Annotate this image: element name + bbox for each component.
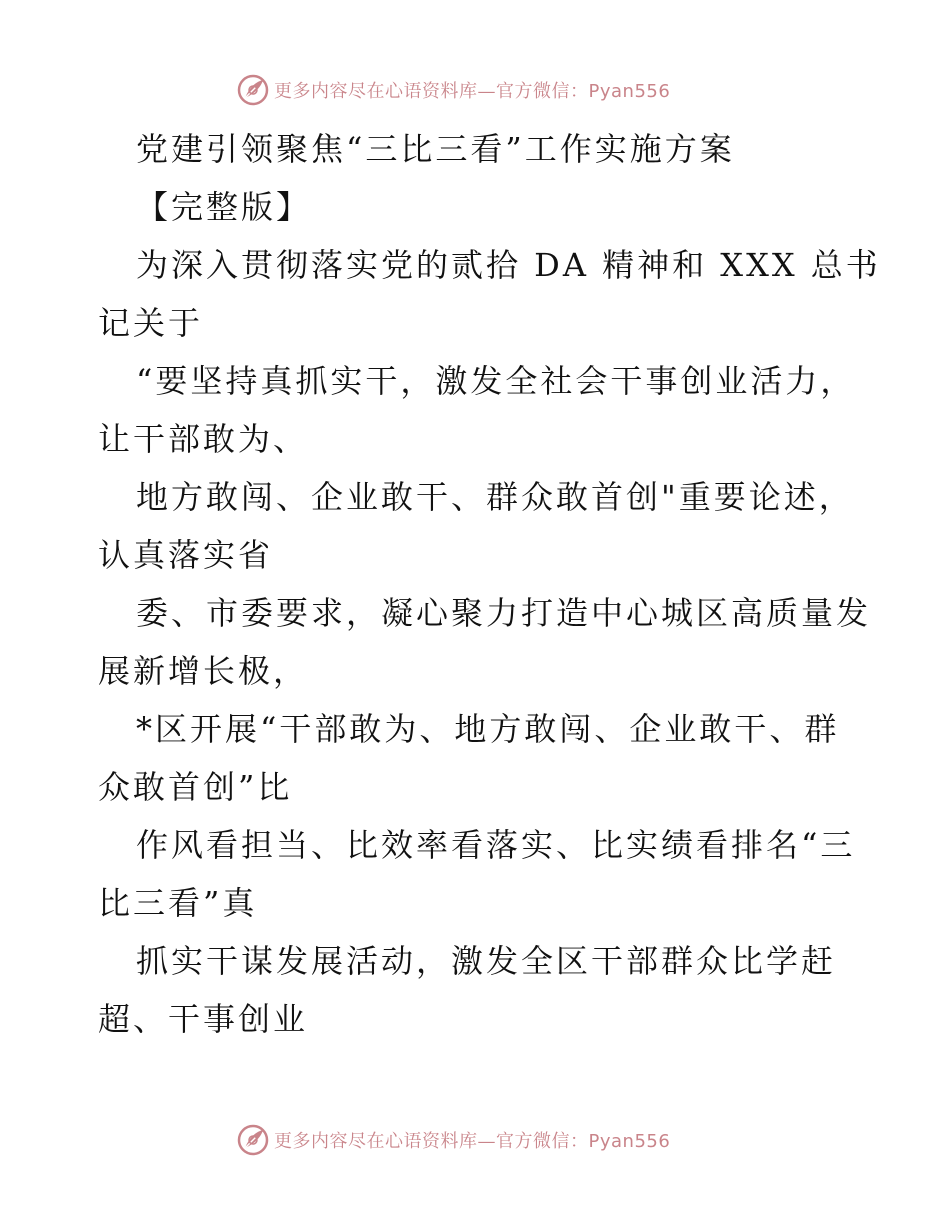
text-line: 地方敢闯、企业敢干、群众敢首创"重要论述， — [136, 478, 854, 516]
text-line: 众敢首创”比 — [98, 768, 293, 806]
feather-pen-icon — [236, 1123, 270, 1157]
text-line: *区开展“干部敢为、地方敢闯、企业敢干、群 — [136, 710, 840, 748]
watermark-text: 更多内容尽在心语资料库—官方微信：Pyan556 — [274, 81, 671, 102]
document-body — [98, 120, 881, 1048]
feather-pen-icon — [236, 73, 270, 107]
watermark-id: Pyan556 — [588, 1131, 671, 1152]
header-watermark — [236, 72, 670, 108]
text-line: 比三看”真 — [98, 884, 258, 922]
text-line: 超、干事创业 — [98, 1000, 309, 1038]
text-line: 为深入贯彻落实党的贰拾 DA 精神和 XXX 总书 — [136, 246, 881, 284]
text-line: “要坚持真抓实干，激发全社会干事创业活力， — [136, 362, 856, 400]
footer-watermark — [236, 1122, 670, 1158]
text-line: 抓实干谋发展活动，激发全区干部群众比学赶 — [136, 942, 837, 980]
text-line: 让干部敢为、 — [98, 420, 309, 458]
text-line: 党建引领聚焦“三比三看”工作实施方案 — [136, 130, 735, 168]
text-line: 作风看担当、比效率看落实、比实绩看排名“三 — [136, 826, 856, 864]
watermark-text: 更多内容尽在心语资料库—官方微信：Pyan556 — [274, 1131, 671, 1152]
text-line: 认真落实省 — [98, 536, 274, 574]
text-line: 记关于 — [98, 304, 204, 342]
text-line: 委、市委要求，凝心聚力打造中心城区高质量发 — [136, 594, 872, 632]
watermark-id: Pyan556 — [588, 81, 671, 102]
text-line: 展新增长极， — [98, 652, 309, 690]
text-line: 【完整版】 — [136, 188, 312, 226]
